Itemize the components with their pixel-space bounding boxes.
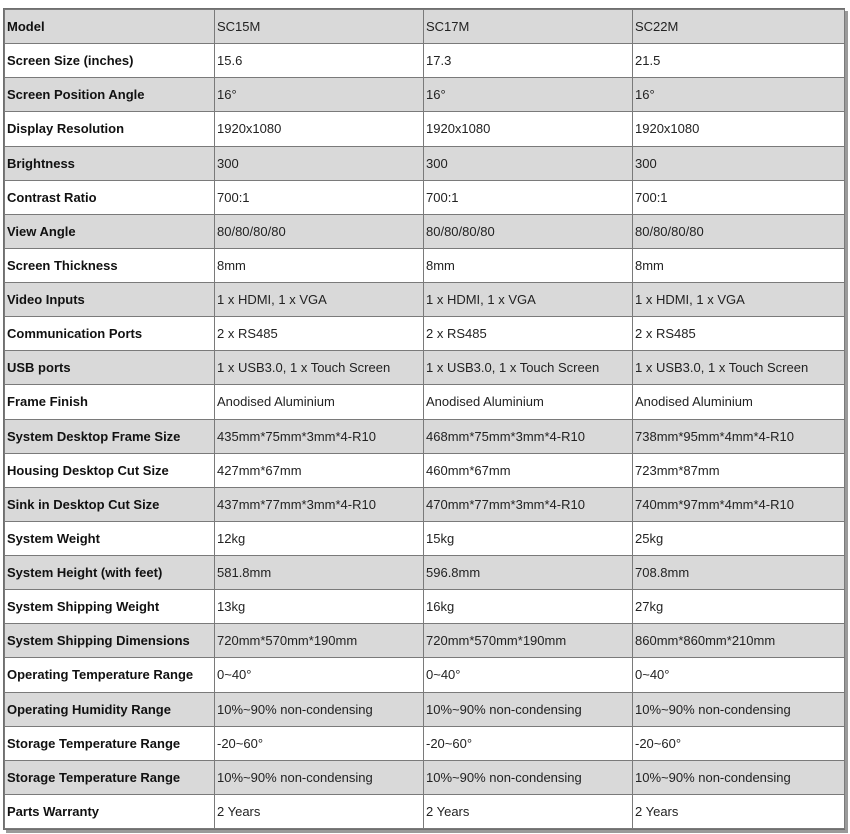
table-row [5,283,845,317]
row-value-cell: 738mm*95mm*4mm*4-R10 [633,419,845,453]
row-value-cell: 10%~90% non-condensing [424,692,633,726]
row-value-cell: 2 Years [424,794,633,828]
row-value-cell: 2 x RS485 [215,317,424,351]
row-value-cell: -20~60° [424,726,633,760]
row-value-cell: 16kg [424,590,633,624]
table-row [5,112,845,146]
row-value-cell: 21.5 [633,44,845,78]
row-value-cell: 10%~90% non-condensing [633,760,845,794]
row-value-cell: 16° [424,78,633,112]
row-label-cell: Operating Temperature Range [5,658,215,692]
row-value-cell: 0~40° [633,658,845,692]
row-value-cell: 1 x USB3.0, 1 x Touch Screen [215,351,424,385]
table-row [5,624,845,658]
row-value-cell: 596.8mm [424,556,633,590]
row-value-cell: 1 x HDMI, 1 x VGA [633,283,845,317]
spec-table [4,9,845,829]
row-value-cell: 860mm*860mm*210mm [633,624,845,658]
row-value-cell: -20~60° [215,726,424,760]
row-value-cell: 25kg [633,521,845,555]
row-value-cell: 723mm*87mm [633,453,845,487]
spec-table-body [5,10,845,829]
row-value-cell: 10%~90% non-condensing [424,760,633,794]
row-value-cell: 12kg [215,521,424,555]
row-value-cell: 2 x RS485 [633,317,845,351]
row-value-cell: 708.8mm [633,556,845,590]
row-value-cell: 13kg [215,590,424,624]
row-value-cell: 468mm*75mm*3mm*4-R10 [424,419,633,453]
row-value-cell: 720mm*570mm*190mm [424,624,633,658]
table-row [5,146,845,180]
table-row [5,692,845,726]
header-cell-model: Model [5,10,215,44]
spec-table-frame [3,8,845,830]
row-value-cell: 8mm [633,248,845,282]
row-label-cell: Storage Temperature Range [5,726,215,760]
table-row [5,453,845,487]
row-value-cell: Anodised Aluminium [633,385,845,419]
row-label-cell: Contrast Ratio [5,180,215,214]
row-value-cell: 1 x HDMI, 1 x VGA [215,283,424,317]
row-value-cell: 1 x USB3.0, 1 x Touch Screen [424,351,633,385]
table-row [5,351,845,385]
row-value-cell: 300 [424,146,633,180]
row-value-cell: 435mm*75mm*3mm*4-R10 [215,419,424,453]
row-label-cell: Display Resolution [5,112,215,146]
table-row [5,419,845,453]
row-value-cell: 80/80/80/80 [633,214,845,248]
row-value-cell: 470mm*77mm*3mm*4-R10 [424,487,633,521]
row-value-cell: 10%~90% non-condensing [215,692,424,726]
row-label-cell: Brightness [5,146,215,180]
row-value-cell: -20~60° [633,726,845,760]
table-row [5,487,845,521]
row-value-cell: 8mm [215,248,424,282]
table-row [5,385,845,419]
row-value-cell: 8mm [424,248,633,282]
row-label-cell: Video Inputs [5,283,215,317]
row-label-cell: Storage Temperature Range [5,760,215,794]
row-value-cell: 300 [215,146,424,180]
row-value-cell: 80/80/80/80 [424,214,633,248]
row-value-cell: 437mm*77mm*3mm*4-R10 [215,487,424,521]
table-row [5,726,845,760]
row-label-cell: USB ports [5,351,215,385]
row-label-cell: System Shipping Weight [5,590,215,624]
row-value-cell: 10%~90% non-condensing [215,760,424,794]
row-value-cell: 15kg [424,521,633,555]
header-cell-sc17m: SC17M [424,10,633,44]
table-row [5,214,845,248]
header-cell-sc22m: SC22M [633,10,845,44]
row-value-cell: 720mm*570mm*190mm [215,624,424,658]
row-value-cell: 1920x1080 [424,112,633,146]
row-value-cell: 27kg [633,590,845,624]
row-value-cell: 2 Years [215,794,424,828]
row-value-cell: 300 [633,146,845,180]
table-row [5,180,845,214]
row-value-cell: 427mm*67mm [215,453,424,487]
row-label-cell: Frame Finish [5,385,215,419]
table-row [5,317,845,351]
row-label-cell: Operating Humidity Range [5,692,215,726]
row-label-cell: Communication Ports [5,317,215,351]
row-value-cell: 0~40° [215,658,424,692]
row-value-cell: 17.3 [424,44,633,78]
table-row [5,556,845,590]
row-value-cell: 1920x1080 [215,112,424,146]
table-row [5,658,845,692]
row-value-cell: 1 x USB3.0, 1 x Touch Screen [633,351,845,385]
row-value-cell: 10%~90% non-condensing [633,692,845,726]
row-value-cell: 2 Years [633,794,845,828]
row-value-cell: 460mm*67mm [424,453,633,487]
row-value-cell: 1920x1080 [633,112,845,146]
row-value-cell: 0~40° [424,658,633,692]
row-label-cell: View Angle [5,214,215,248]
row-label-cell: System Shipping Dimensions [5,624,215,658]
table-row [5,44,845,78]
row-value-cell: Anodised Aluminium [424,385,633,419]
row-value-cell: 700:1 [215,180,424,214]
row-value-cell: 700:1 [633,180,845,214]
row-label-cell: System Weight [5,521,215,555]
row-label-cell: Screen Size (inches) [5,44,215,78]
row-value-cell: 1 x HDMI, 1 x VGA [424,283,633,317]
row-value-cell: 581.8mm [215,556,424,590]
row-value-cell: 700:1 [424,180,633,214]
row-label-cell: Housing Desktop Cut Size [5,453,215,487]
table-row [5,78,845,112]
row-value-cell: Anodised Aluminium [215,385,424,419]
row-label-cell: System Desktop Frame Size [5,419,215,453]
row-value-cell: 16° [633,78,845,112]
table-row [5,794,845,828]
row-value-cell: 2 x RS485 [424,317,633,351]
row-label-cell: Sink in Desktop Cut Size [5,487,215,521]
row-value-cell: 15.6 [215,44,424,78]
row-label-cell: Parts Warranty [5,794,215,828]
table-row [5,590,845,624]
table-row [5,760,845,794]
row-label-cell: Screen Thickness [5,248,215,282]
row-value-cell: 16° [215,78,424,112]
row-value-cell: 80/80/80/80 [215,214,424,248]
row-label-cell: Screen Position Angle [5,78,215,112]
table-header-row [5,10,845,44]
row-label-cell: System Height (with feet) [5,556,215,590]
table-row [5,521,845,555]
row-value-cell: 740mm*97mm*4mm*4-R10 [633,487,845,521]
header-cell-sc15m: SC15M [215,10,424,44]
table-row [5,248,845,282]
